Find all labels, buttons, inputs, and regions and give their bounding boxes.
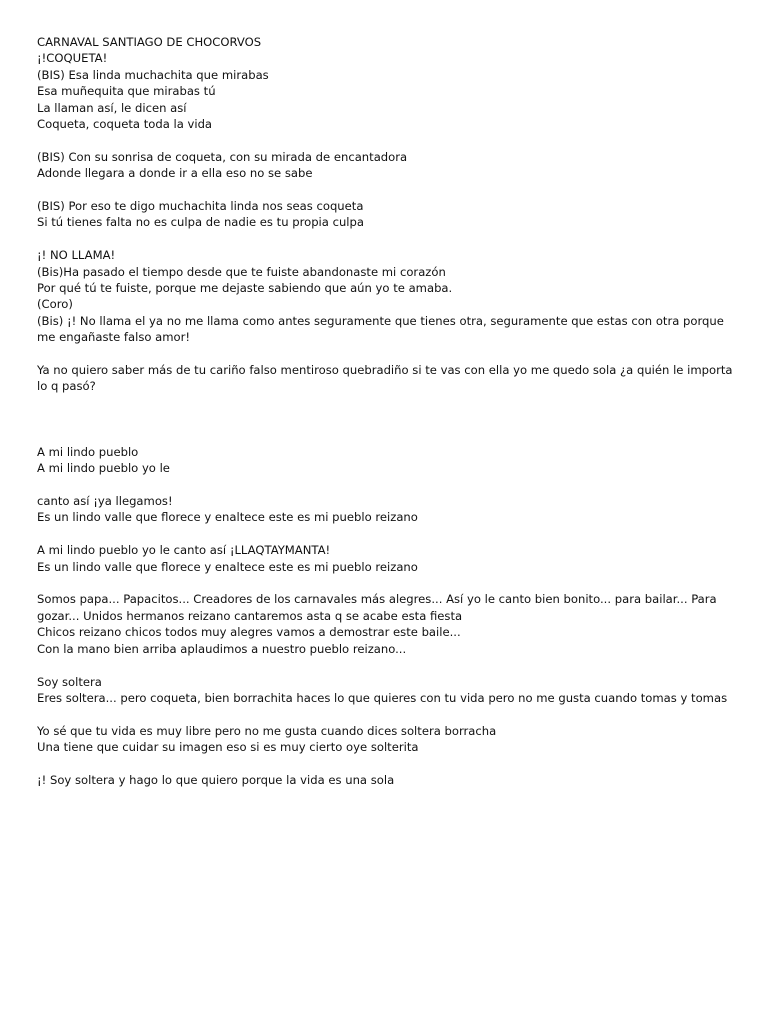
lyric-line: Si tú tienes falta no es culpa de nadie es tu propia culpa	[37, 215, 364, 230]
lyric-line: Eres soltera... pero coqueta, bien borrachita haces lo que quieres con tu vida pero no me gusta cuando tomas y tomas	[37, 690, 728, 705]
lyric-line: (BIS) Con su sonrisa de coqueta, con su mirada de encantadora	[37, 149, 408, 164]
lyric-line: Ya no quiero saber más de tu cariño falso mentiroso quebradiño si te vas con ella yo me quedo sola ¿a quién le importa lo q pasó?	[37, 363, 733, 394]
lyric-line: (Bis)Ha pasado el tiempo desde que te fuiste abandonaste mi corazón	[37, 264, 446, 279]
stanza-gap	[37, 706, 737, 722]
lyric-line: A mi lindo pueblo yo le	[37, 461, 170, 476]
stanza-gap	[37, 132, 737, 148]
document-title: CARNAVAL SANTIAGO DE CHOCORVOS	[37, 35, 262, 49]
stanza-gap	[37, 477, 737, 493]
stanza-gap	[37, 756, 737, 772]
lyric-line: Yo sé que tu vida es muy libre pero no me gusta cuando dices soltera borracha	[37, 723, 497, 738]
lyric-line: La llaman así, le dicen así	[37, 100, 187, 115]
stanza-gap	[37, 575, 737, 591]
song-heading-no-llama: ¡! NO LLAMA!	[37, 248, 116, 263]
stanza-gap	[37, 182, 737, 198]
lyric-line: Es un lindo valle que florece y enaltece este es mi pueblo reizano	[37, 559, 418, 574]
lyric-line: Somos papa... Papacitos... Creadores de los carnavales más alegres... Así yo le canto bien bonito... para bailar... Para gozar... Unidos hermanos reizano cantaremos asta q se acabe esta fiesta	[37, 592, 717, 623]
lyric-line: Por qué tú te fuiste, porque me dejaste sabiendo que aún yo te amaba.	[37, 281, 453, 296]
lyric-line: Chicos reizano chicos todos muy alegres vamos a demostrar este baile...	[37, 625, 461, 640]
stanza-gap	[37, 526, 737, 542]
stanza-gap	[37, 657, 737, 673]
document-page	[37, 34, 737, 788]
lyric-line: A mi lindo pueblo yo le canto así ¡LLAQTAYMANTA!	[37, 543, 331, 558]
lyric-line: (BIS) Esa linda muchachita que mirabas	[37, 67, 269, 82]
lyric-line: (Coro)	[37, 297, 73, 312]
section-gap	[37, 395, 737, 444]
lyric-line: Soy soltera	[37, 674, 102, 689]
stanza-gap	[37, 231, 737, 247]
stanza-gap	[37, 346, 737, 362]
lyric-line: Adonde llegara a donde ir a ella eso no se sabe	[37, 166, 313, 181]
lyric-line: (Bis) ¡! No llama el ya no me llama como antes seguramente que tienes otra, seguramente que estas con otra porque me engañaste falso amor!	[37, 313, 724, 345]
lyric-line: A mi lindo pueblo	[37, 444, 139, 459]
lyric-line: Coqueta, coqueta toda la vida	[37, 117, 213, 132]
lyric-line: canto así ¡ya llegamos!	[37, 494, 173, 509]
lyric-line: Una tiene que cuidar su imagen eso si es muy cierto oye solterita	[37, 740, 419, 755]
lyric-line: Esa muñequita que mirabas tú	[37, 84, 216, 99]
lyric-line: Con la mano bien arriba aplaudimos a nuestro pueblo reizano...	[37, 641, 407, 656]
lyric-line: ¡! Soy soltera y hago lo que quiero porque la vida es una sola	[37, 772, 395, 787]
lyric-line: (BIS) Por eso te digo muchachita linda nos seas coqueta	[37, 199, 364, 214]
lyric-line: Es un lindo valle que florece y enaltece este es mi pueblo reizano	[37, 510, 418, 525]
song-heading-coqueta: ¡!COQUETA!	[37, 51, 108, 66]
